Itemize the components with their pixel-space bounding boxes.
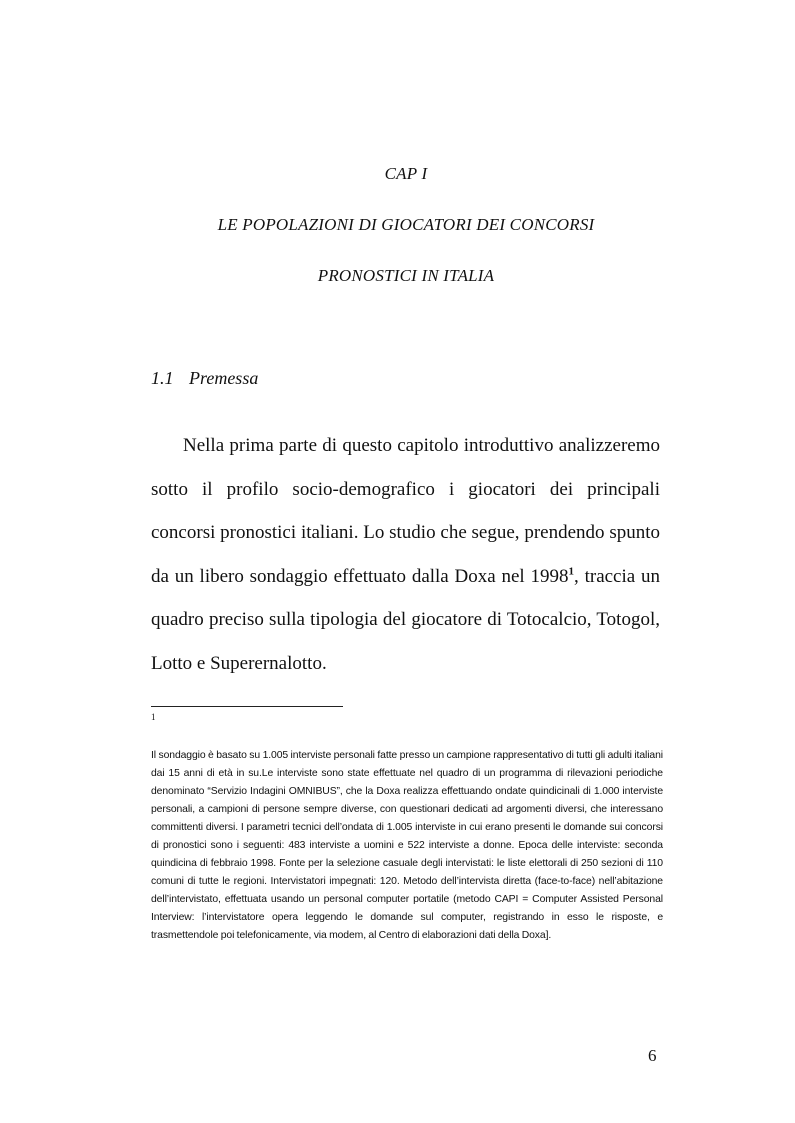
footnote-marker: 1	[151, 712, 156, 722]
body-text-part-1: Nella prima parte di questo capitolo introduttivo analizzeremo sotto il profilo socio-demografico i giocatori dei principali concorsi pronostici italiani. Lo studio che segue, prendendo spunto da un libero sondaggio effettuato dalla Doxa nel 1998	[151, 435, 660, 587]
section-title: Premessa	[189, 368, 259, 388]
footnote-reference: 1	[568, 565, 575, 578]
footnote-text: Il sondaggio è basato su 1.005 interviste personali fatte presso un campione rappresentativo di tutti gli adulti italiani dai 15 anni di età in su.Le interviste sono state effettuate nel quadro di un programma di rilevazioni periodiche denominato “Servizio Indagini OMNIBUS”, che la Doxa realizza effettuando ondate quindicinali di 1.000 interviste personali, a campioni di persone sempre diverse, con questionari dedicati ad argomenti diversi, che interessano committenti diversi. I parametri tecnici dell’ondata di 1.005 interviste in cui erano presenti le domande sui concorsi di pronostici sono i seguenti: 483 interviste a uomini e 522 interviste a donne. Epoca delle interviste: seconda quindicina di febbraio 1998. Fonte per la selezione casuale degli intervistati: le liste elettorali di 250 sezioni di 110 comuni di tutte le regioni. Intervistatori impegnati: 120. Metodo dell’intervista diretta (face-to-face) nell’abitazione dell’intervistato, effettuata usando un personal computer portatile (metodo CAPI = Computer Assisted Personal Interview: l’intervistatore opera leggendo le domande sul computer, registrando in esso le risposte, e trasmettendole poi telefonicamente, via modem, al Centro di elaborazioni dati della Doxa].	[151, 750, 663, 941]
chapter-title-line-2: PRONOSTICI IN ITALIA	[317, 266, 495, 285]
footnote-separator	[151, 706, 343, 707]
chapter-number: CAP I	[384, 164, 428, 183]
body-paragraph	[151, 424, 660, 685]
page-number: 6	[648, 1046, 657, 1065]
section-heading	[151, 368, 258, 389]
body-text-part-2: , traccia un quadro preciso sulla tipologia del giocatore di Totocalcio, Totogol, Lotto e Superernalotto.	[151, 565, 661, 674]
section-number: 1.1	[151, 368, 174, 388]
chapter-title-line-1: LE POPOLAZIONI DI GIOCATORI DEI CONCORSI	[217, 215, 595, 234]
